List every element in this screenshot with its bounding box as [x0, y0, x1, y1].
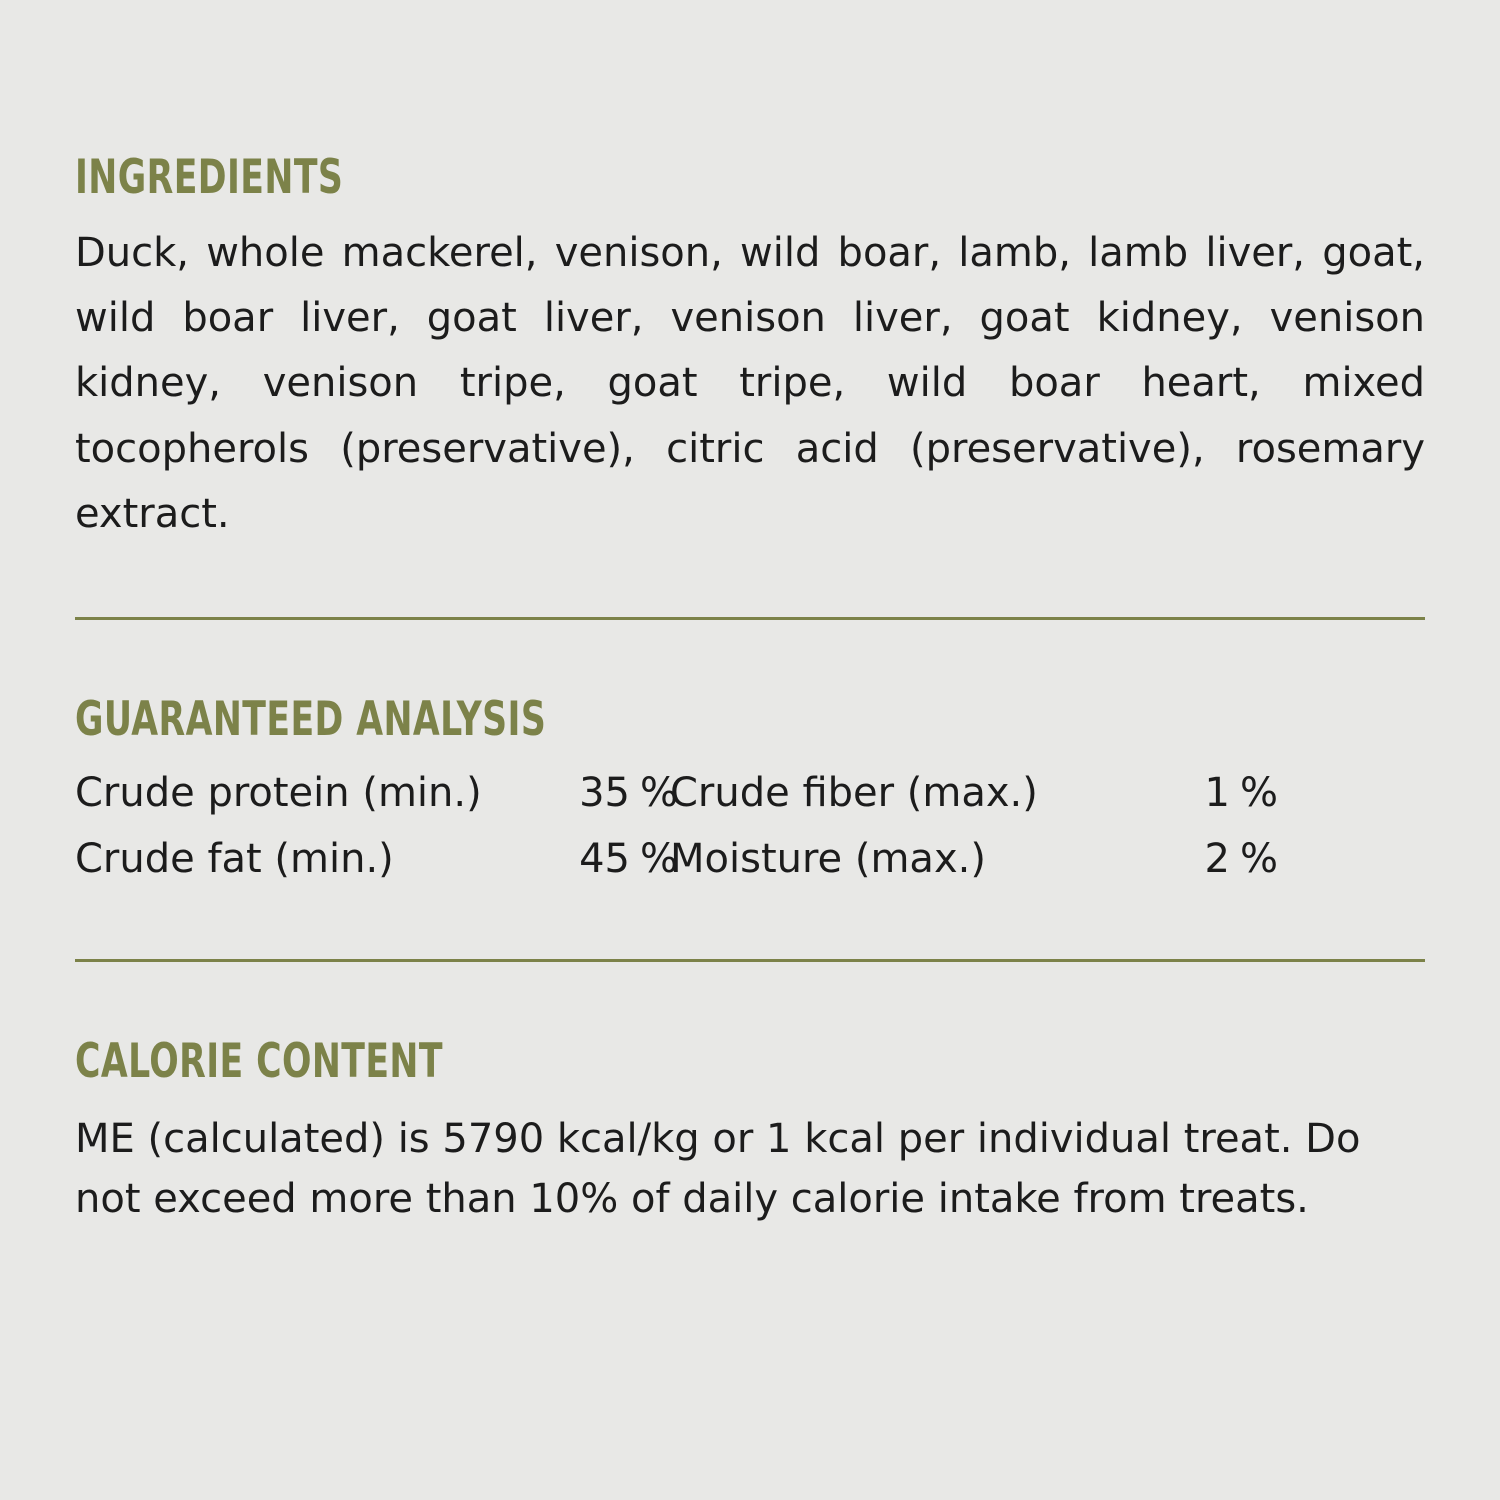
- ga-row-label: Crude fiber (max.): [670, 769, 1038, 816]
- spacer: [75, 547, 1425, 617]
- ga-row-value: 2: [1204, 835, 1230, 882]
- ga-row-label: Crude fat (min.): [75, 835, 394, 882]
- guaranteed-analysis-heading: GUARANTEED ANALYSIS: [75, 691, 547, 747]
- ga-row-value: 1: [1204, 769, 1230, 816]
- ga-row-value: 45: [579, 835, 630, 882]
- calorie-content-text: ME (calculated) is 5790 kcal/kg or 1 kcal per individual treat. Do not exceed more than 10% of daily calorie intake from treats.: [75, 1115, 1361, 1222]
- calorie-content-section: [75, 1034, 1425, 1229]
- spacer: [75, 962, 1425, 1034]
- ingredients-section: [75, 150, 1425, 547]
- ga-row-unit: %: [1240, 835, 1279, 882]
- spacer: [75, 889, 1425, 959]
- ga-row-label: Moisture (max.): [670, 835, 986, 882]
- ga-row-unit: %: [640, 769, 679, 816]
- guaranteed-analysis-table: [75, 763, 1425, 889]
- ga-row-unit: %: [640, 835, 679, 882]
- calorie-content-heading: CALORIE CONTENT: [75, 1033, 443, 1089]
- spacer: [75, 620, 1425, 692]
- ga-row-label: Crude protein (min.): [75, 769, 482, 816]
- ga-row-unit: %: [1240, 769, 1279, 816]
- guaranteed-analysis-section: [75, 692, 1425, 889]
- ingredients-heading: INGREDIENTS: [75, 150, 344, 205]
- ingredients-text: Duck, whole mackerel, venison, wild boar, lamb, lamb liver, goat, wild boar liver, goat liver, venison liver, goat kidney, venison kidney, venison tripe, goat tripe, wild boar heart, mixed tocopherols (preservative), citric acid (preservative), rosemary extract.: [75, 230, 1425, 537]
- ga-row-value: 35: [579, 769, 630, 816]
